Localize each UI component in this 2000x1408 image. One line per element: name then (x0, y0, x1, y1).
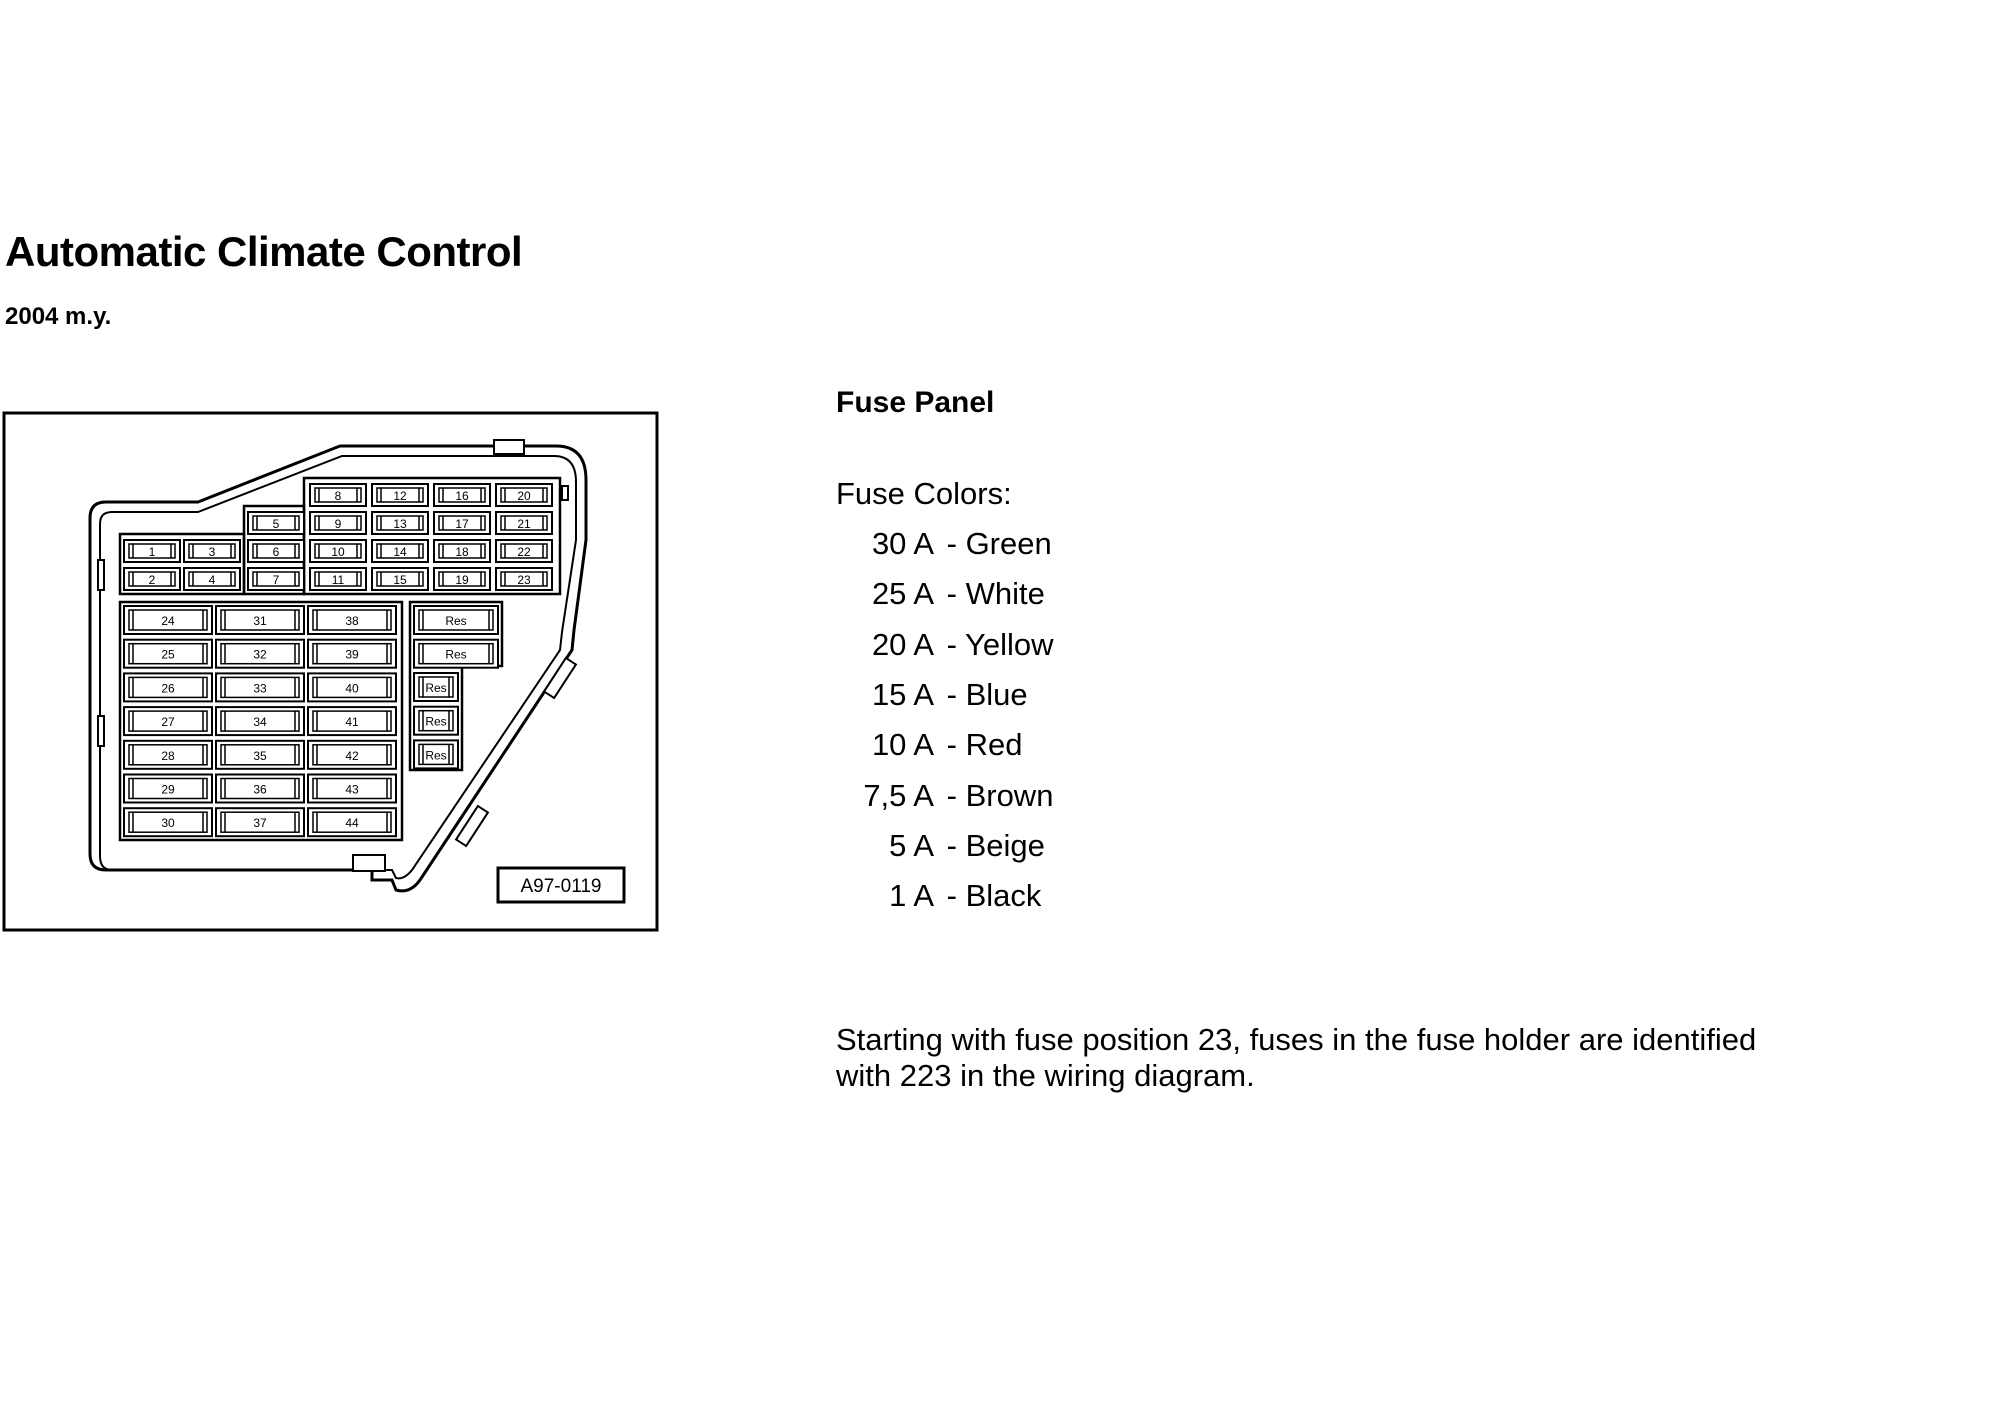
fuse-color-separator: - (938, 676, 966, 712)
fuse-41 (308, 707, 396, 735)
fuse-number: Res (445, 614, 467, 628)
page-title: Automatic Climate Control (5, 228, 523, 275)
fuse-number: 22 (517, 545, 531, 559)
fuse-reserve (414, 606, 498, 634)
fuse-13 (372, 512, 428, 534)
housing-tab (562, 486, 568, 500)
fuse-number: 10 (331, 545, 345, 559)
fuse-number: 21 (517, 517, 531, 531)
fuse-number: 41 (345, 715, 359, 730)
fuse-color-separator: - (938, 576, 966, 612)
fuse-reserve (414, 740, 458, 768)
fuse-color-name (938, 526, 1052, 562)
fuse-26 (124, 673, 212, 701)
fuse-color-value: Brown (965, 777, 1054, 813)
housing-tab (353, 855, 385, 871)
fuse-7 (248, 568, 304, 590)
housing-tab (98, 716, 104, 746)
fuse-number: 38 (345, 614, 359, 628)
housing-tab (494, 440, 524, 454)
fuse-number: 35 (253, 748, 267, 763)
fuse-5 (248, 512, 304, 534)
fuse-9 (310, 512, 366, 534)
fuse-color-value: White (965, 576, 1045, 612)
housing-tab (456, 806, 488, 846)
fuse-position-note (836, 1022, 1836, 1094)
fuse-number: 11 (331, 573, 345, 587)
fuse-number: 2 (148, 573, 156, 587)
fuse-amp-rating: 15 A (871, 676, 934, 712)
fuse-39 (308, 640, 396, 668)
fuse-40 (308, 673, 396, 701)
fuse-number: 25 (161, 647, 175, 662)
housing-tab (98, 560, 104, 590)
fuse-10 (310, 540, 366, 562)
fuse-number: 34 (253, 715, 267, 730)
fuse-color-separator: - (938, 878, 966, 914)
fuse-color-separator: - (938, 827, 966, 863)
fuse-32 (216, 640, 304, 668)
fuse-number: 37 (253, 816, 267, 831)
fuse-12 (372, 484, 428, 506)
fuse-reserve (414, 707, 458, 735)
fuse-number: 31 (253, 614, 267, 628)
fuse-color-value: Beige (965, 827, 1045, 863)
fuse-color-name (938, 828, 1045, 864)
fuse-number: 13 (393, 517, 407, 531)
fuse-number: 28 (161, 748, 175, 763)
fuse-number: 5 (272, 517, 280, 531)
fuse-36 (216, 775, 304, 803)
fuse-number: 17 (455, 517, 469, 531)
fuse-reserve (414, 673, 458, 701)
fuse-number: 43 (345, 782, 359, 797)
figure-id: A97-0119 (520, 876, 602, 897)
fuse-panel-diagram (0, 400, 680, 960)
fuse-color-name (938, 677, 1028, 713)
fuse-2 (124, 568, 180, 590)
fuse-number: 27 (161, 715, 175, 730)
fuse-color-separator: - (938, 626, 965, 662)
fuse-24 (124, 606, 212, 634)
fuse-amp-rating: 1 A (889, 878, 934, 914)
fuse-amp-rating: 7,5 A (863, 777, 934, 813)
fuse-42 (308, 741, 396, 769)
fuse-number: 9 (334, 517, 342, 531)
fuse-number: Res (445, 647, 467, 662)
fuse-color-separator: - (938, 526, 966, 561)
fuse-37 (216, 808, 304, 836)
fuse-number: 32 (253, 647, 267, 662)
fuse-20 (496, 484, 552, 506)
note-line: Starting with fuse position 23, fuses in the fuse holder are identified (836, 1022, 1757, 1057)
fuse-number: 44 (345, 816, 359, 831)
fuse-number: Res (425, 714, 447, 729)
fuse-30 (124, 808, 212, 836)
fuse-number: 29 (161, 782, 175, 797)
fuse-color-name (938, 727, 1022, 763)
fuse-28 (124, 741, 212, 769)
fuse-color-separator: - (938, 777, 966, 813)
fuse-number: 20 (517, 489, 531, 503)
fuse-panel-heading: Fuse Panel (836, 386, 995, 419)
fuse-reserve (414, 640, 498, 668)
fuse-color-value: Yellow (965, 626, 1054, 662)
fuse-color-value: Red (965, 727, 1023, 763)
fuse-number: 12 (393, 489, 407, 503)
fuse-38 (308, 606, 396, 634)
fuse-number: 23 (517, 573, 531, 587)
fuse-11 (310, 568, 366, 590)
fuse-3 (184, 540, 240, 562)
model-year: 2004 m.y. (5, 303, 112, 330)
fuse-number: 42 (345, 748, 359, 763)
fuse-number: 26 (161, 681, 175, 696)
fuse-8 (310, 484, 366, 506)
fuse-number: 4 (208, 573, 216, 587)
fuse-25 (124, 640, 212, 668)
fuse-15 (372, 568, 428, 590)
fuse-color-name (938, 878, 1041, 914)
fuse-number: 6 (272, 545, 280, 559)
fuse-33 (216, 673, 304, 701)
fuse-number: 14 (393, 545, 407, 559)
fuse-color-separator: - (938, 727, 966, 763)
fuse-number: 15 (393, 573, 407, 587)
fuse-colors-heading: Fuse Colors: (836, 476, 1012, 511)
fuse-number: Res (425, 748, 447, 763)
fuse-34 (216, 707, 304, 735)
fuse-23 (496, 568, 552, 590)
fuse-amp-rating: 25 A (871, 576, 934, 612)
fuse-4 (184, 568, 240, 590)
fuse-amp-rating: 20 A (871, 626, 934, 662)
fuse-44 (308, 808, 396, 836)
fuse-17 (434, 512, 490, 534)
fuse-color-name (938, 627, 1053, 663)
fuse-number: Res (425, 681, 447, 695)
fuse-19 (434, 568, 490, 590)
fuse-number: 18 (455, 545, 469, 559)
fuse-color-name (938, 778, 1053, 814)
fuse-14 (372, 540, 428, 562)
fuse-color-value: Blue (965, 676, 1028, 712)
fuse-number: 39 (345, 647, 359, 662)
fuse-35 (216, 741, 304, 769)
fuse-29 (124, 775, 212, 803)
fuse-amp-rating: 30 A (871, 526, 934, 561)
fuse-21 (496, 512, 552, 534)
fuse-number: 36 (253, 782, 267, 797)
fuse-amp-rating: 5 A (889, 827, 934, 863)
fuse-amp-rating: 10 A (871, 727, 934, 763)
fuse-number: 33 (253, 681, 267, 696)
fuse-31 (216, 606, 304, 634)
fuse-43 (308, 775, 396, 803)
fuse-number: 24 (161, 614, 175, 628)
fuse-number: 19 (455, 573, 469, 587)
fuse-1 (124, 540, 180, 562)
fuse-color-name (938, 576, 1045, 612)
housing-tab (544, 658, 576, 698)
fuse-number: 40 (345, 681, 359, 696)
fuse-18 (434, 540, 490, 562)
fuse-number: 30 (161, 816, 175, 831)
fuse-22 (496, 540, 552, 562)
fuse-16 (434, 484, 490, 506)
note-line: with 223 in the wiring diagram. (836, 1058, 1255, 1093)
fuse-6 (248, 540, 304, 562)
fuse-number: 8 (334, 489, 342, 503)
fuse-color-value: Green (965, 526, 1052, 561)
fuse-number: 7 (272, 573, 280, 587)
fuse-number: 3 (208, 545, 216, 559)
fuse-number: 1 (148, 545, 156, 559)
fuse-27 (124, 707, 212, 735)
fuse-number: 16 (455, 489, 469, 503)
fuse-color-value: Black (965, 878, 1042, 914)
